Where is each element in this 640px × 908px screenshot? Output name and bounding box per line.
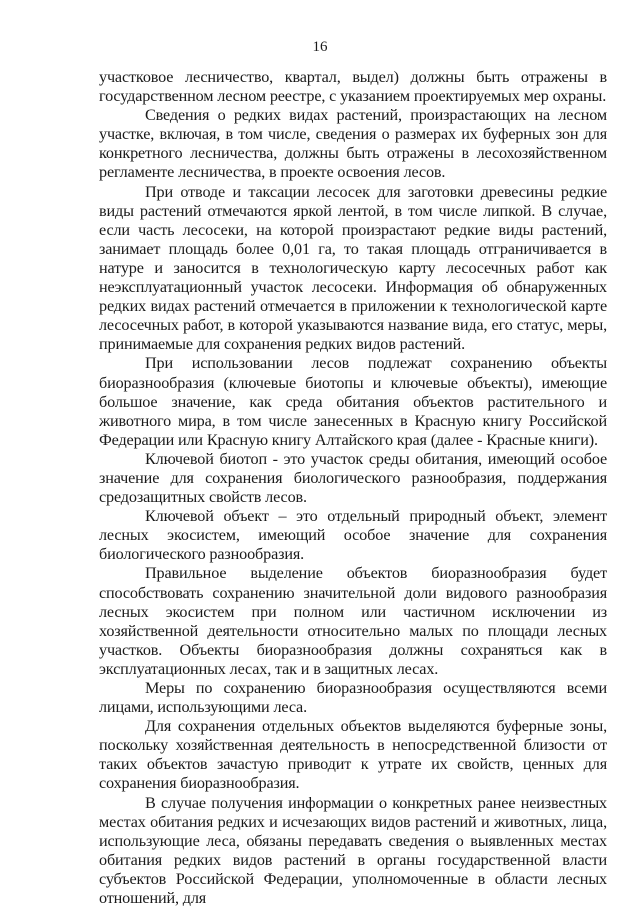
paragraph-5: Ключевой биотоп - это участок среды обитания, имеющий особое значение для сохранения биологического разнообразия, поддержания средозащитных свойств лесов. [99,449,607,507]
paragraph-2: Сведения о редких видах растений, произрастающих на лесном участке, включая, в том числе, сведения о размерах их буферных зон для конкретного лесничества, должны быть отражены в лесохозяйственном регламенте лесничества, в проекте освоения лесов. [99,106,607,182]
page-number: 16 [312,39,328,55]
paragraph-8: Меры по сохранению биоразнообразия осуществляются всеми лицами, использующими леса. [99,679,607,717]
paragraph-4: При использовании лесов подлежат сохранению объекты биоразнообразия (ключевые биотопы и ключевые объекты), имеющие большое значение, как среда обитания объектов растительного и животного мира, в том числе занесенных в Красную книгу Российской Федерации или Красную книгу Алтайского края (далее - Красные книги). [99,354,607,449]
document-body [99,68,607,908]
paragraph-9: Для сохранения отдельных объектов выделяются буферные зоны, поскольку хозяйственная деятельность в непосредственной близости от таких объектов зачастую приводит к утрате их свойств, ценных для сохранения биоразнообразия. [99,717,607,793]
paragraph-10: В случае получения информации о конкретных ранее неизвестных местах обитания редких и исчезающих видов растений и животных, лица, использующие леса, обязаны передавать сведения о выявленных местах обитания редких видов растений в органы государственной власти субъектов Российской Федерации, уполномоченные в области лесных отношений, для [99,793,607,908]
paragraph-3: При отводе и таксации лесосек для заготовки древесины редкие виды растений отмечаются яркой лентой, в том числе липкой. В случае, если часть лесосеки, на которой произрастают редкие виды растений, занимает площадь более 0,01 га, то такая площадь отграничивается в натуре и заносится в технологическую карту лесосечных работ как неэксплуатационный участок лесосеки. Информация об обнаруженных редких видах растений отмечается в приложении к технологической карте лесосечных работ, в которой указываются название вида, его статус, меры, принимаемые для сохранения редких видов растений. [99,182,607,354]
paragraph-1: участковое лесничество, квартал, выдел) должны быть отражены в государственном лесном реестре, с указанием проектируемых мер охраны. [99,68,607,106]
paragraph-7: Правильное выделение объектов биоразнообразия будет способствовать сохранению значительной доли видового разнообразия лесных экосистем при полном или частичном исключении из хозяйственной деятельности относительно малых по площади лесных участков. Объекты биоразнообразия должны сохраняться как в эксплуатационных лесах, так и в защитных лесах. [99,564,607,678]
paragraph-6: Ключевой объект – это отдельный природный объект, элемент лесных экосистем, имеющий особое значение для сохранения биологического разнообразия. [99,507,607,564]
